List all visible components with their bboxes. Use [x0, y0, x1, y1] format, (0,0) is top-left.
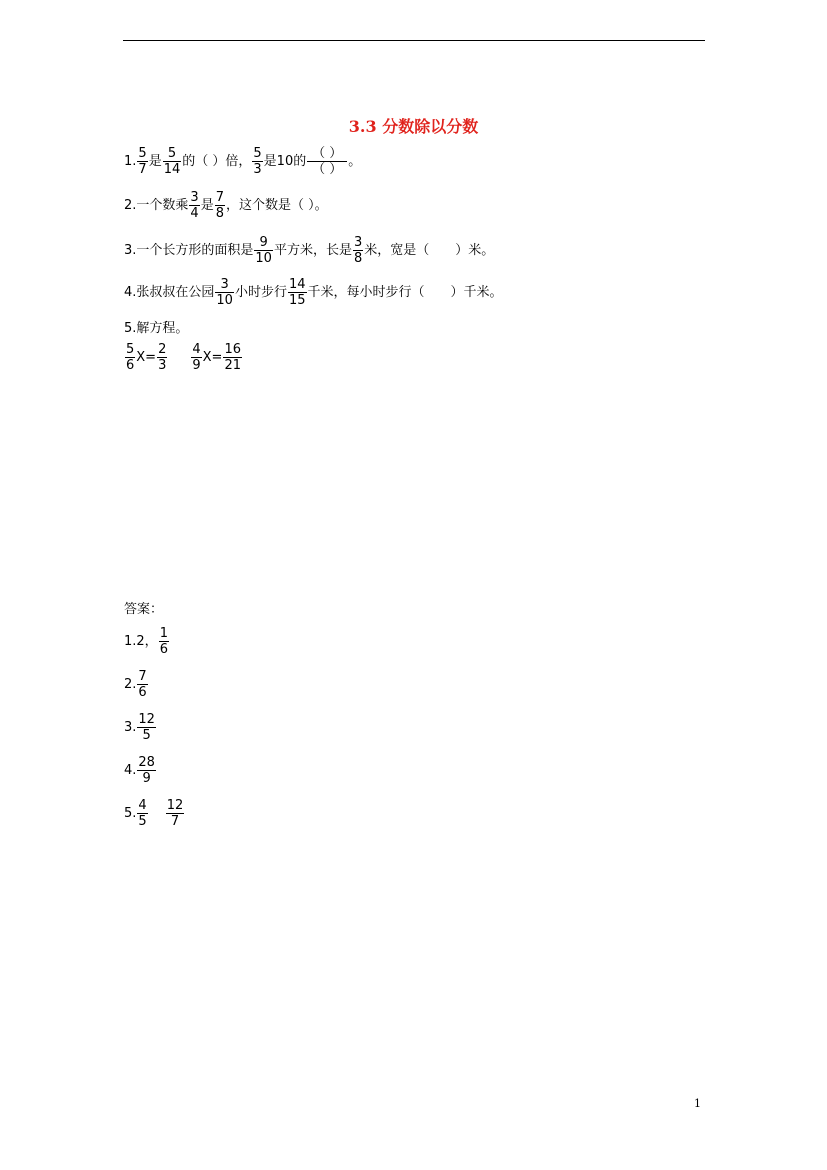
- eq2-fraction-1: $\frac{4}{9}$: [192, 342, 201, 373]
- header-rule: [123, 40, 705, 41]
- a2-fraction: $\frac{7}{6}$: [138, 669, 147, 700]
- q4-fraction-1: $\frac{3}{10}$: [216, 277, 233, 308]
- q1-prefix: 1.: [124, 153, 137, 169]
- a3-fraction: $\frac{12}{5}$: [138, 712, 155, 743]
- answer-3: [124, 712, 157, 743]
- q1-fraction-3: $\frac{5}{3}$: [253, 146, 262, 177]
- q2-fraction-2: $\frac{7}{8}$: [215, 190, 224, 221]
- eq1-fraction-2: $\frac{2}{3}$: [158, 342, 167, 373]
- q3-text-2: 米，宽是（ ）米。: [364, 242, 495, 258]
- q3-fraction-1: $\frac{9}{10}$: [255, 235, 272, 266]
- question-1: [124, 146, 361, 177]
- q3-prefix: 3.一个长方形的面积是: [124, 242, 254, 258]
- a3-prefix: 3.: [124, 719, 137, 735]
- question-3: [124, 235, 494, 266]
- a1-text: 2，: [136, 633, 158, 649]
- q2-text-1: 是: [200, 197, 214, 213]
- q1-fraction-2: $\frac{5}{14}$: [163, 146, 181, 177]
- answers-label: 答案：: [124, 602, 164, 617]
- q1-text-1: 是: [148, 153, 162, 169]
- answer-2: [124, 669, 149, 700]
- eq2-mid: X=: [202, 349, 223, 365]
- a2-prefix: 2.: [124, 676, 137, 692]
- answer-5: [124, 798, 185, 829]
- a5-fraction-1: $\frac{4}{5}$: [138, 798, 147, 829]
- answer-1: [124, 626, 170, 657]
- question-5-equations: [124, 342, 243, 373]
- eq1-fraction-1: $\frac{5}{6}$: [126, 342, 135, 373]
- eq1-mid: X=: [136, 349, 157, 365]
- page-number: 1: [694, 1097, 701, 1110]
- q2-text-2: ，这个数是（ ）。: [225, 197, 328, 213]
- a1-fraction: $\frac{1}{6}$: [159, 626, 168, 657]
- q1-text-4: 。: [348, 153, 362, 169]
- a5-prefix: 5.: [124, 805, 137, 821]
- q3-text-1: 平方米，长是: [273, 242, 352, 258]
- question-4: [124, 277, 503, 308]
- question-2: [124, 190, 328, 221]
- q4-text-1: 小时步行: [234, 284, 287, 300]
- a4-prefix: 4.: [124, 762, 137, 778]
- q4-fraction-2: $\frac{14}{15}$: [288, 277, 306, 308]
- q4-text-2: 千米，每小时步行（ ）千米。: [307, 284, 503, 300]
- a1-prefix: 1.: [124, 633, 137, 649]
- q4-prefix: 4.张叔叔在公园: [124, 284, 215, 300]
- question-5-label: 5.解方程。: [124, 321, 189, 336]
- a5-fraction-2: $\frac{12}{7}$: [166, 798, 184, 829]
- q1-fraction-4: $\frac{( )}{( )}$: [307, 146, 347, 177]
- q2-prefix: 2.一个数乘: [124, 197, 189, 213]
- q1-text-2: 的（ ）倍，: [182, 153, 252, 169]
- q3-fraction-2: $\frac{3}{8}$: [353, 235, 363, 266]
- page-title: 3.3 分数除以分数: [348, 117, 479, 136]
- a4-fraction: $\frac{28}{9}$: [138, 755, 155, 786]
- q1-text-3: 是10的: [263, 153, 307, 169]
- answer-4: [124, 755, 157, 786]
- q2-fraction-1: $\frac{3}{4}$: [190, 190, 199, 221]
- q1-fraction-1: $\frac{5}{7}$: [138, 146, 147, 177]
- eq2-fraction-2: $\frac{16}{21}$: [224, 342, 242, 373]
